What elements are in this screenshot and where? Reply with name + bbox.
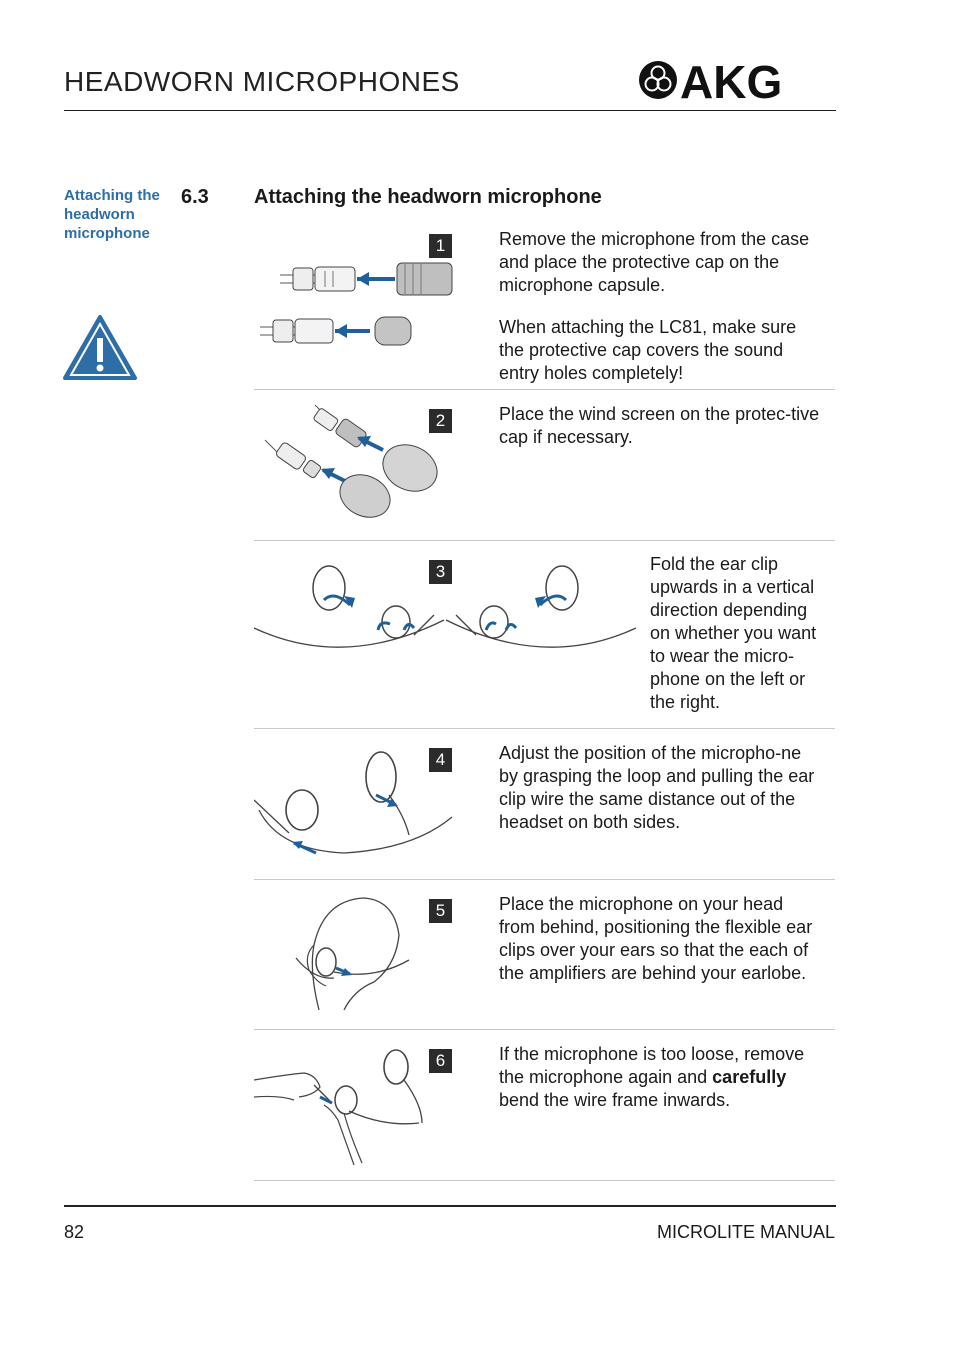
step-1-text: Remove the microphone from the case and place the protective cap on the microphone capsule. (499, 229, 810, 295)
step-4-badge: 4 (429, 748, 452, 772)
step-separator (254, 1029, 835, 1030)
manual-title: MICROLITE MANUAL (656, 1222, 835, 1242)
illustration-protective-cap (255, 255, 455, 350)
step-1-badge: 1 (429, 234, 452, 258)
step-6-text-start: If the microphone is too loose, remove the microphone again and (499, 1044, 805, 1087)
illustration-place-on-head (254, 890, 454, 1015)
step-separator (254, 879, 835, 880)
section-number: 6.3 (181, 186, 209, 208)
page-title: HEADWORN MICROPHONES (64, 66, 460, 97)
step-6-badge: 6 (429, 1049, 452, 1073)
illustration-wind-screen (255, 400, 455, 530)
side-label: Attaching the headworn microphone (64, 187, 160, 242)
section-title: Attaching the headworn microphone (254, 186, 602, 208)
step-6-text-end: bend the wire frame inwards. (499, 1090, 731, 1110)
logo-text: AKG (680, 58, 783, 102)
footer-rule (64, 1205, 836, 1207)
step-3-text: Fold the ear clip upwards in a vertical direction depending on whether you want to wear the micro-phone on the left or the right. (650, 554, 817, 712)
step-6-text (499, 1043, 824, 1112)
step-separator (254, 728, 835, 729)
page-number: 82 (64, 1222, 85, 1242)
step-4-text: Adjust the position of the micropho-ne by grasping the loop and pulling the ear clip wire the same distance out of the headset on both sides. (499, 743, 815, 832)
illustration-adjust-position (254, 745, 454, 860)
step-2-badge: 2 (429, 409, 452, 433)
step-1-note: When attaching the LC81, make sure the protective cap covers the sound entry holes completely! (499, 317, 797, 383)
header-rule (64, 110, 836, 111)
step-5-text: Place the microphone on your head from behind, positioning the flexible ear clips over your ears so that the each of the amplifiers are behind your earlobe. (499, 894, 813, 983)
step-5-badge: 5 (429, 899, 452, 923)
step-separator (254, 389, 835, 390)
warning-icon (62, 314, 138, 382)
step-6-text-emphasis: carefully (712, 1067, 787, 1087)
step-separator (254, 1180, 835, 1181)
akg-logo (638, 58, 818, 102)
step-3-badge: 3 (429, 560, 452, 584)
step-separator (254, 540, 835, 541)
illustration-bend-wire-frame (254, 1045, 454, 1170)
step-2-text: Place the wind screen on the protec-tive cap if necessary. (499, 404, 820, 447)
